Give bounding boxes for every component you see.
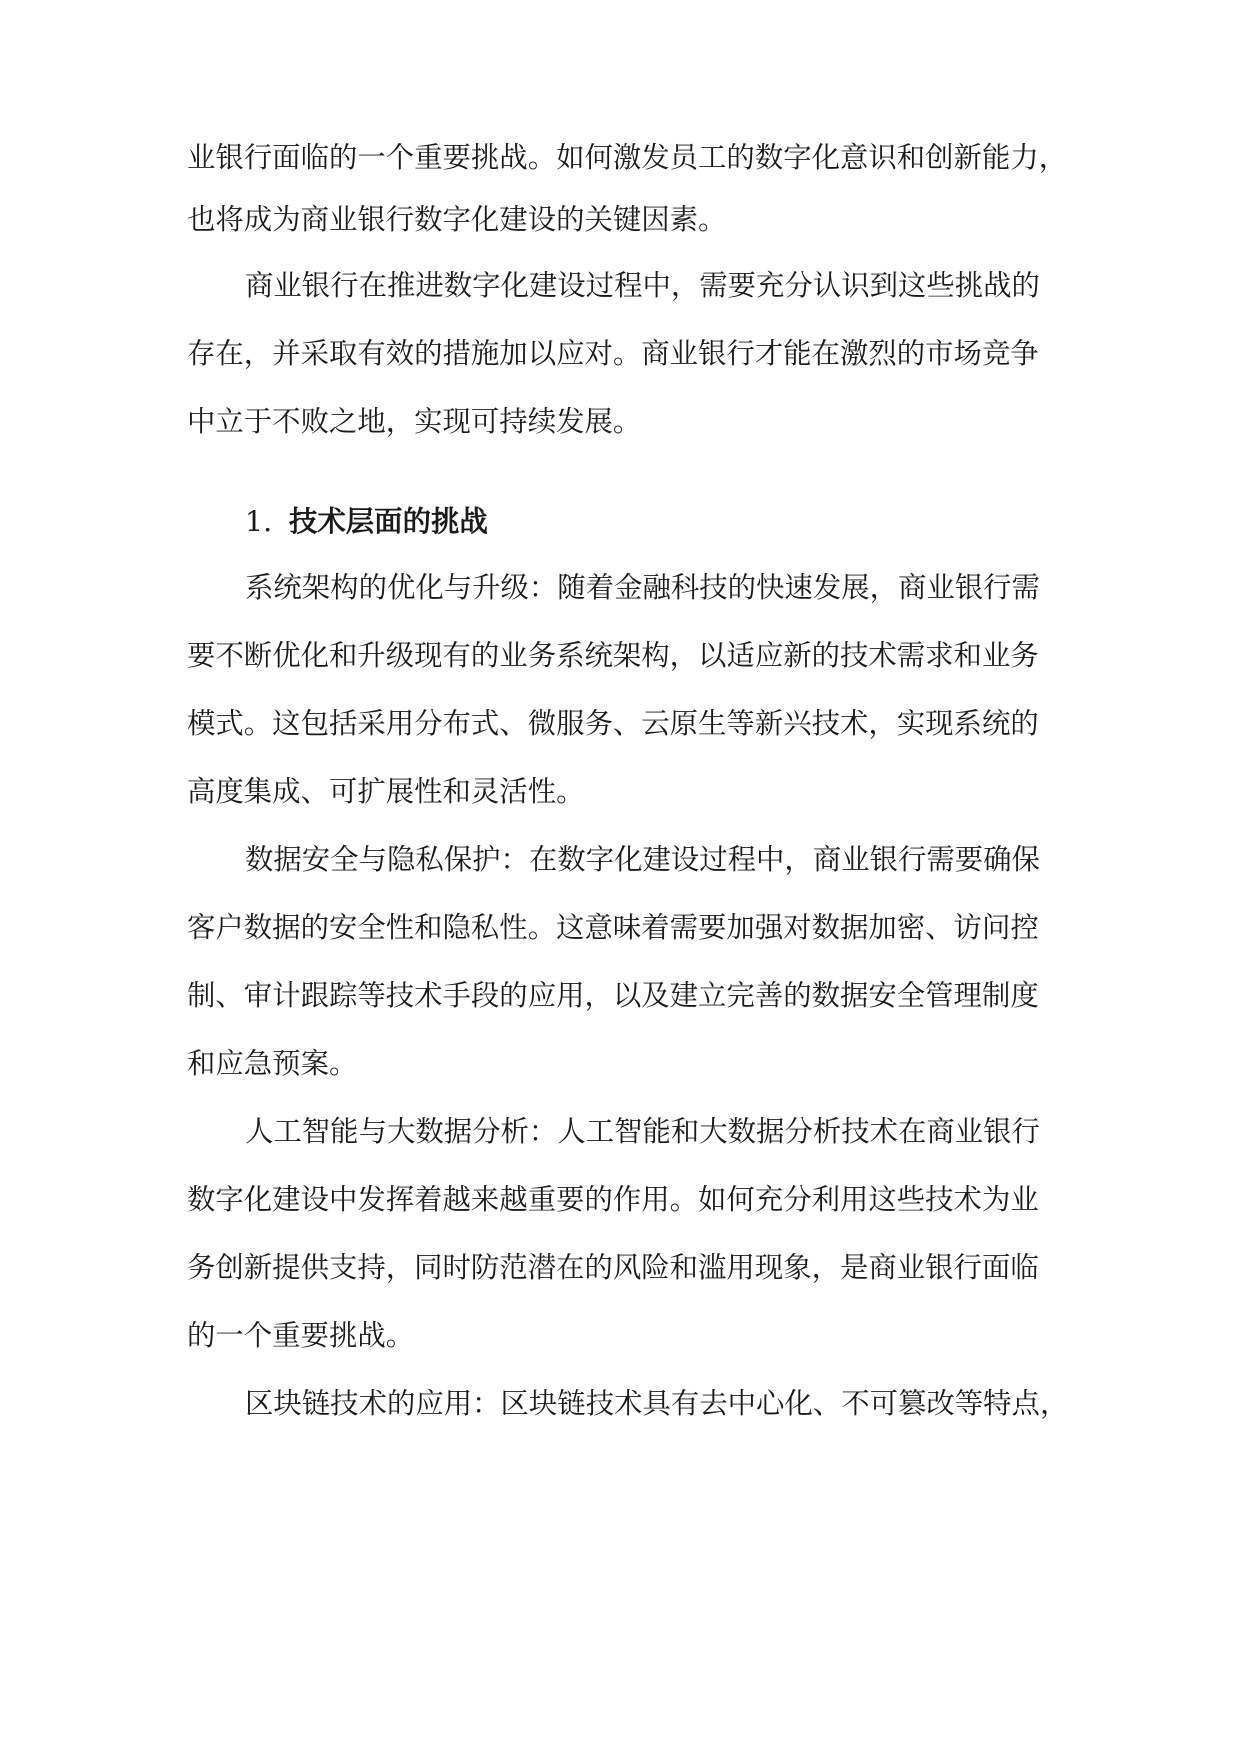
- paragraph-line: 高度集成、可扩展性和灵活性。: [187, 775, 585, 808]
- paragraph-line: 制、审计跟踪等技术手段的应用，以及建立完善的数据安全管理制度: [187, 979, 1039, 1012]
- paragraph-line: 中立于不败之地，实现可持续发展。: [187, 405, 642, 438]
- paragraph-line: 要不断优化和升级现有的业务系统架构，以适应新的技术需求和业务: [187, 639, 1039, 672]
- paragraph-line: 区块链技术的应用：区块链技术具有去中心化、不可篡改等特点，: [245, 1387, 1069, 1420]
- paragraph-line: 数字化建设中发挥着越来越重要的作用。如何充分利用这些技术为业: [187, 1183, 1039, 1216]
- section-heading: [245, 502, 488, 542]
- paragraph-line: 模式。这包括采用分布式、微服务、云原生等新兴技术，实现系统的: [187, 707, 1039, 740]
- section-number: 1.: [245, 505, 273, 538]
- paragraph-line: 客户数据的安全性和隐私性。这意味着需要加强对数据加密、访问控: [187, 911, 1039, 944]
- paragraph-line: 数据安全与隐私保护：在数字化建设过程中，商业银行需要确保: [245, 843, 1040, 876]
- section-title: 技术层面的挑战: [289, 505, 488, 538]
- paragraph-line: 人工智能与大数据分析：人工智能和大数据分析技术在商业银行: [245, 1115, 1040, 1148]
- paragraph-line: 务创新提供支持，同时防范潜在的风险和滥用现象，是商业银行面临: [187, 1251, 1039, 1284]
- paragraph-line: 系统架构的优化与升级：随着金融科技的快速发展，商业银行需: [245, 571, 1040, 604]
- paragraph-line: 业银行面临的一个重要挑战。如何激发员工的数字化意识和创新能力，: [187, 141, 1068, 174]
- paragraph-line: 存在，并采取有效的措施加以应对。商业银行才能在激烈的市场竞争: [187, 337, 1039, 370]
- paragraph-line: 的一个重要挑战。: [187, 1319, 415, 1352]
- paragraph-line: 也将成为商业银行数字化建设的关键因素。: [187, 203, 727, 236]
- paragraph-line: 商业银行在推进数字化建设过程中，需要充分认识到这些挑战的: [245, 269, 1040, 302]
- paragraph-line: 和应急预案。: [187, 1047, 358, 1080]
